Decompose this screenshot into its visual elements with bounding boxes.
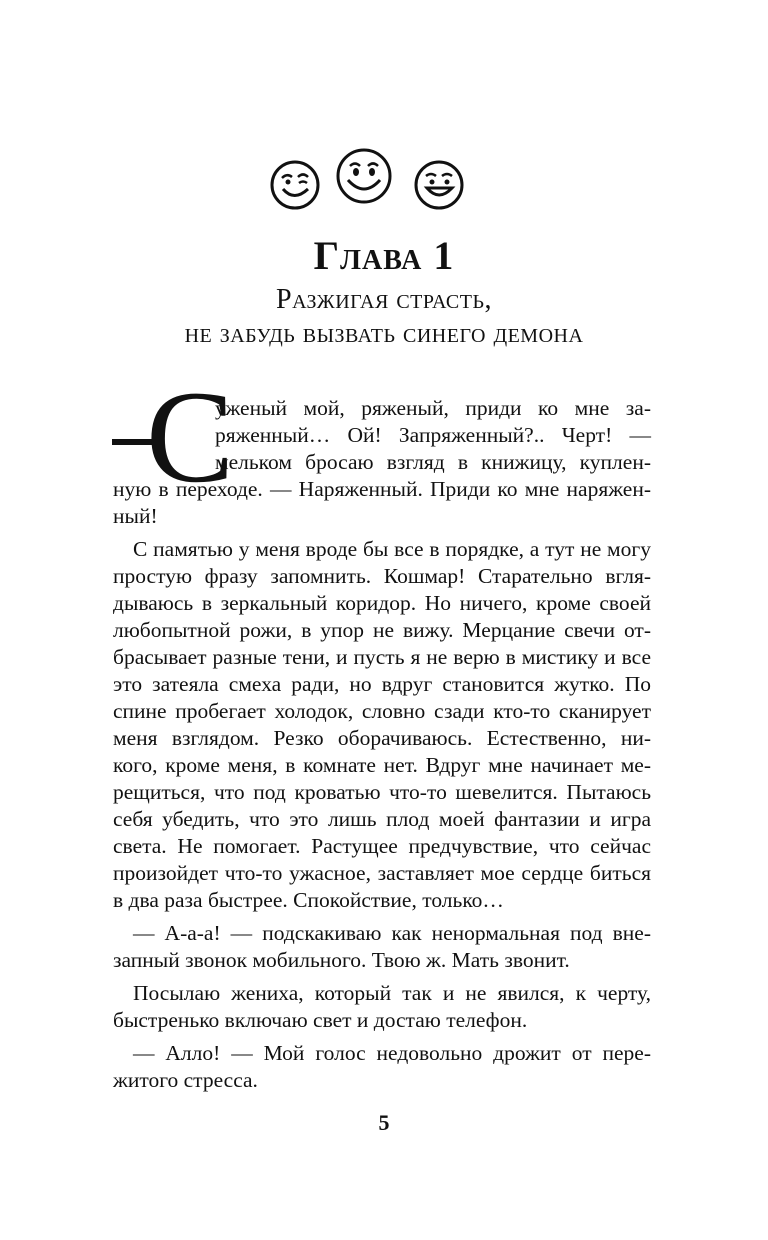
text-line: уженый мой, ряженый, приди ко мне за- — [215, 396, 651, 420]
chapter-subtitle-line-1: Разжигая страсть, — [276, 284, 492, 315]
text-line: — А-а-а! — подскакиваю как ненормальная под вне- — [133, 921, 651, 945]
text-line: спине пробегает холодок, словно сзади кто-то сканирует — [113, 699, 651, 723]
text-line: С памятью у меня вроде бы все в порядке, а тут не могу — [133, 537, 651, 561]
text-line: брасывает разные тени, и пусть я не верю в мистику и все — [113, 645, 651, 669]
page-number: 5 — [378, 1110, 390, 1135]
text-line: в два раза быстрее. Спокойствие, только… — [113, 888, 504, 912]
text-line: дываюсь в зеркальный коридор. Но ничего, кроме своей — [113, 591, 651, 615]
text-line: ряженный… Ой! Запряженный?.. Черт! — — [215, 423, 651, 447]
text-line: любопытной рожи, в упор не вижу. Мерцание свечи от- — [113, 618, 651, 642]
text-line: мельком бросаю взгляд в книжицу, куплен- — [215, 450, 651, 474]
text-line: света. Не помогает. Растущее предчувствие, что сейчас — [113, 834, 651, 858]
text-line: ную в переходе. — Наряженный. Приди ко мне наряжен- — [113, 477, 651, 501]
text-line: это затеяла смеха ради, но вдруг становится жутко. По — [113, 672, 651, 696]
text-line: Посылаю жениха, который так и не явился, к черту, — [133, 981, 651, 1005]
text-line: меня взглядом. Резко оборачиваюсь. Естественно, ни- — [113, 726, 651, 750]
text-line: ный! — [113, 504, 158, 528]
chapter-ornament — [0, 142, 768, 222]
chapter-subtitle-line-2: не забудь вызвать синего демона — [184, 318, 584, 349]
grinning-smiley-icon — [412, 158, 466, 212]
text-line: себя убедить, что это лишь плод моей фантазии и игра — [113, 807, 651, 831]
text-line: кого, кроме меня, в комнате нет. Вдруг мне начинает ме- — [113, 753, 651, 777]
text-line: запный звонок мобильного. Твою ж. Мать звонит. — [113, 948, 570, 972]
text-line: быстренько включаю свет и достаю телефон. — [113, 1008, 528, 1032]
text-line: произойдет что-то ужасное, заставляет мое сердце биться — [113, 861, 651, 885]
text-line: — Алло! — Мой голос недовольно дрожит от пере- — [133, 1041, 651, 1065]
text-line: житого стресса. — [113, 1068, 258, 1092]
drop-cap — [112, 363, 235, 510]
chapter-title: Глава 1 — [313, 233, 455, 278]
drop-cap-letter: С — [146, 363, 235, 510]
winking-smiley-icon — [268, 158, 322, 212]
text-line: простую фразу запомнить. Кошмар! Старательно вгля- — [113, 564, 651, 588]
smiling-smiley-icon — [334, 146, 394, 206]
text-line: рещиться, что под кроватью что-то шевелится. Пытаюсь — [113, 780, 651, 804]
